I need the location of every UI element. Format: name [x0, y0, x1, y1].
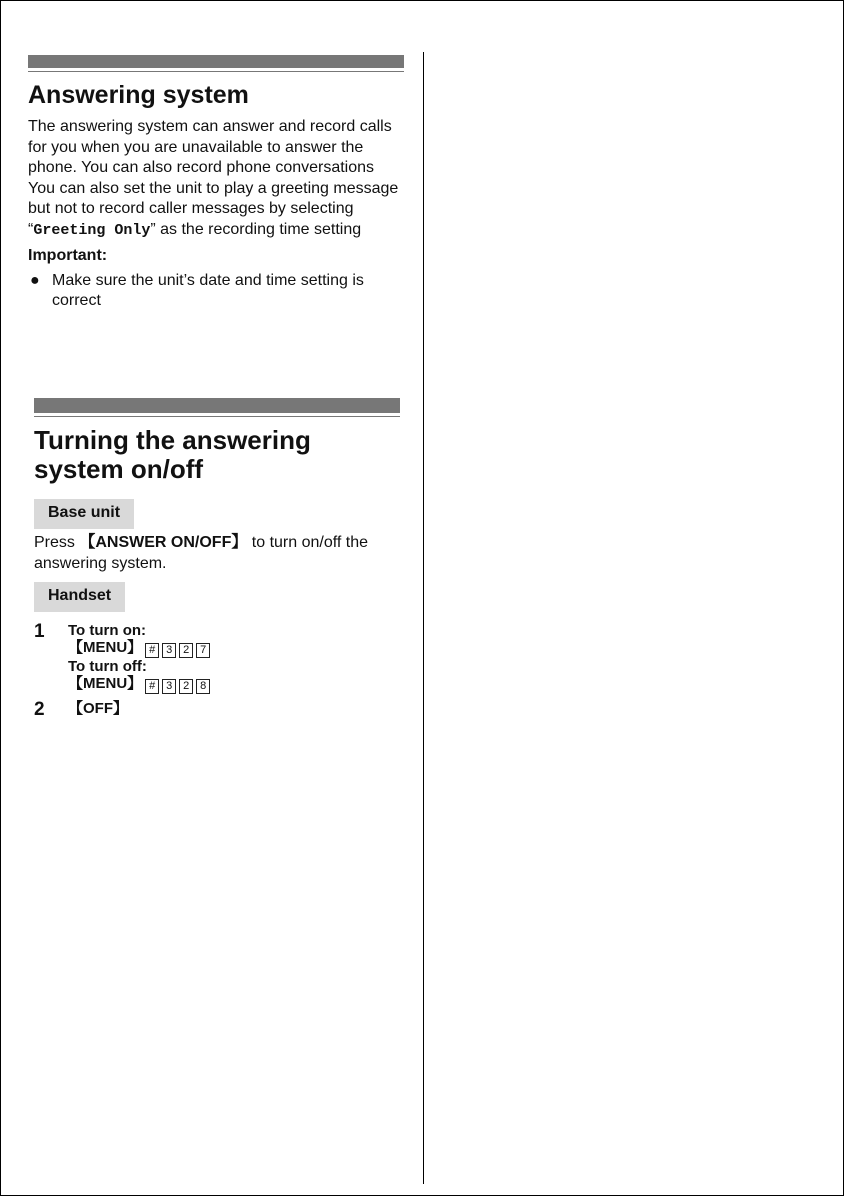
bullet-text: Make sure the unit’s date and time setting is correct — [52, 272, 364, 309]
section-header-bar — [28, 55, 404, 77]
base-unit-instruction: Press 【ANSWER ON/OFF】 to turn on/off the answering system. — [34, 534, 369, 572]
key-2: 2 — [179, 679, 193, 694]
greeting-paragraph: You can also set the unit to play a greeting message but not to record caller messages by selecting “Greeting Only” as the recording time setting — [28, 179, 399, 239]
intro-paragraph: The answering system can answer and record calls for you when you are unavailable to answer the phone. You can also record phone conversations — [28, 118, 392, 176]
turn-on-label: To turn on: — [68, 622, 147, 639]
turn-off-label: To turn off: — [68, 658, 147, 675]
key-3: 3 — [162, 643, 176, 658]
step-number: 2 — [34, 699, 45, 720]
key-hash: # — [145, 643, 159, 658]
key-3: 3 — [162, 679, 176, 694]
important-label: Important: — [28, 247, 108, 264]
key-hash: # — [145, 679, 159, 694]
step-1 — [34, 622, 400, 694]
step-number: 1 — [34, 621, 45, 642]
bullet-icon: ● — [30, 272, 40, 289]
section-title: Answering system — [28, 81, 249, 109]
key-7: 7 — [196, 643, 210, 658]
off-key: 【OFF】 — [68, 700, 128, 717]
turn-on-keys: 【MENU】 # 3 2 7 — [68, 639, 210, 658]
key-2: 2 — [179, 643, 193, 658]
list-item — [28, 271, 404, 311]
greeting-only-code: Greeting Only — [33, 221, 151, 239]
base-unit-tag: Base unit — [34, 499, 134, 529]
section-header-bar — [34, 398, 400, 420]
section-title: Turning the answering system on/off — [34, 425, 311, 484]
step-2 — [34, 700, 400, 720]
answer-on-off-key: 【ANSWER ON/OFF】 — [79, 534, 248, 551]
handset-tag: Handset — [34, 582, 125, 612]
key-8: 8 — [196, 679, 210, 694]
turn-off-keys: 【MENU】 # 3 2 8 — [68, 675, 210, 694]
step-body — [68, 622, 210, 694]
section-answering-system — [28, 55, 404, 311]
column-divider — [423, 52, 424, 1184]
section-turning-on-off — [34, 398, 400, 720]
